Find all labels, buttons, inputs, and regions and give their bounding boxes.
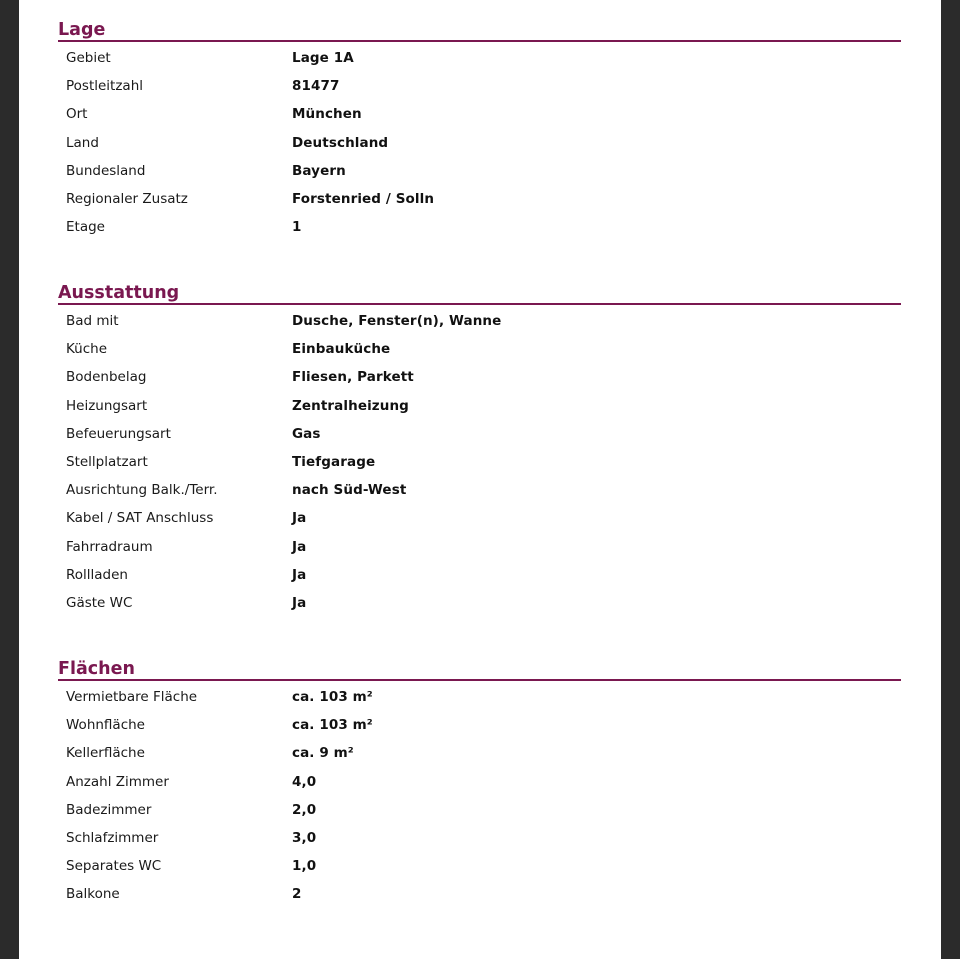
detail-label: Separates WC <box>66 858 162 875</box>
detail-label: Badezimmer <box>66 801 152 818</box>
detail-value: Forstenried / Solln <box>292 190 435 207</box>
detail-label: Kabel / SAT Anschluss <box>66 510 214 527</box>
detail-value: 81477 <box>292 78 340 95</box>
detail-row <box>58 561 901 589</box>
section-lage <box>58 20 901 241</box>
detail-value: Dusche, Fenster(n), Wanne <box>292 313 502 329</box>
detail-row <box>58 335 901 363</box>
section-title: Flächen <box>58 659 901 681</box>
detail-value: nach Süd-West <box>292 482 407 499</box>
detail-row <box>58 711 901 739</box>
detail-value: Bayern <box>292 162 346 179</box>
detail-label: Schlafzimmer <box>66 829 159 846</box>
detail-row <box>58 880 901 908</box>
detail-value: 1 <box>292 219 302 236</box>
detail-value: ca. 103 m² <box>292 717 373 734</box>
detail-label: Kellerfläche <box>66 745 145 762</box>
detail-value: München <box>292 106 362 123</box>
detail-row <box>58 392 901 420</box>
detail-row <box>58 307 901 335</box>
detail-row <box>58 768 901 796</box>
detail-label: Ausrichtung Balk./Terr. <box>66 482 218 499</box>
detail-row <box>58 363 901 391</box>
detail-value: ca. 9 m² <box>292 745 354 762</box>
detail-label: Bad mit <box>66 313 119 329</box>
detail-row <box>58 739 901 767</box>
detail-list <box>58 44 901 241</box>
detail-label: Vermietbare Fläche <box>66 689 198 705</box>
detail-value: Tiefgarage <box>292 453 376 470</box>
detail-row <box>58 213 901 241</box>
detail-value: Ja <box>292 566 307 583</box>
detail-label: Befeuerungsart <box>66 425 171 442</box>
detail-row <box>58 589 901 617</box>
section-ausstattung <box>58 283 901 617</box>
detail-row <box>58 852 901 880</box>
detail-value: Ja <box>292 538 307 555</box>
detail-label: Heizungsart <box>66 397 148 414</box>
detail-row <box>58 129 901 157</box>
section-flaechen <box>58 659 901 909</box>
detail-row <box>58 448 901 476</box>
detail-label: Küche <box>66 341 108 358</box>
detail-label: Wohnfläche <box>66 717 145 734</box>
detail-value: Deutschland <box>292 134 389 151</box>
detail-label: Fahrradraum <box>66 538 153 555</box>
detail-list <box>58 683 901 909</box>
document-page <box>19 0 941 959</box>
detail-value: 2 <box>292 886 302 903</box>
detail-label: Etage <box>66 219 105 236</box>
detail-value: Zentralheizung <box>292 397 409 414</box>
detail-row <box>58 533 901 561</box>
detail-row <box>58 420 901 448</box>
detail-label: Gebiet <box>66 50 111 66</box>
detail-row <box>58 72 901 100</box>
detail-row <box>58 796 901 824</box>
detail-label: Regionaler Zusatz <box>66 190 188 207</box>
detail-row <box>58 476 901 504</box>
detail-label: Land <box>66 134 99 151</box>
detail-label: Ort <box>66 106 88 123</box>
detail-value: 4,0 <box>292 773 317 790</box>
detail-label: Bodenbelag <box>66 369 147 386</box>
detail-row <box>58 44 901 72</box>
detail-row <box>58 185 901 213</box>
section-title: Ausstattung <box>58 283 901 305</box>
detail-value: 2,0 <box>292 801 317 818</box>
detail-value: 1,0 <box>292 858 317 875</box>
detail-label: Balkone <box>66 886 120 903</box>
detail-value: Ja <box>292 510 307 527</box>
detail-value: 3,0 <box>292 829 317 846</box>
detail-row <box>58 100 901 128</box>
detail-label: Gäste WC <box>66 594 133 611</box>
detail-value: Lage 1A <box>292 50 354 66</box>
detail-row <box>58 504 901 532</box>
detail-label: Stellplatzart <box>66 453 148 470</box>
detail-row <box>58 683 901 711</box>
detail-value: Fliesen, Parkett <box>292 369 414 386</box>
detail-label: Postleitzahl <box>66 78 144 95</box>
detail-value: ca. 103 m² <box>292 689 373 705</box>
detail-value: Ja <box>292 594 307 611</box>
detail-label: Anzahl Zimmer <box>66 773 169 790</box>
section-title: Lage <box>58 20 901 42</box>
detail-label: Bundesland <box>66 162 146 179</box>
detail-row <box>58 157 901 185</box>
detail-label: Rollladen <box>66 566 128 583</box>
detail-list <box>58 307 901 617</box>
detail-row <box>58 824 901 852</box>
detail-value: Einbauküche <box>292 341 391 358</box>
detail-value: Gas <box>292 425 321 442</box>
